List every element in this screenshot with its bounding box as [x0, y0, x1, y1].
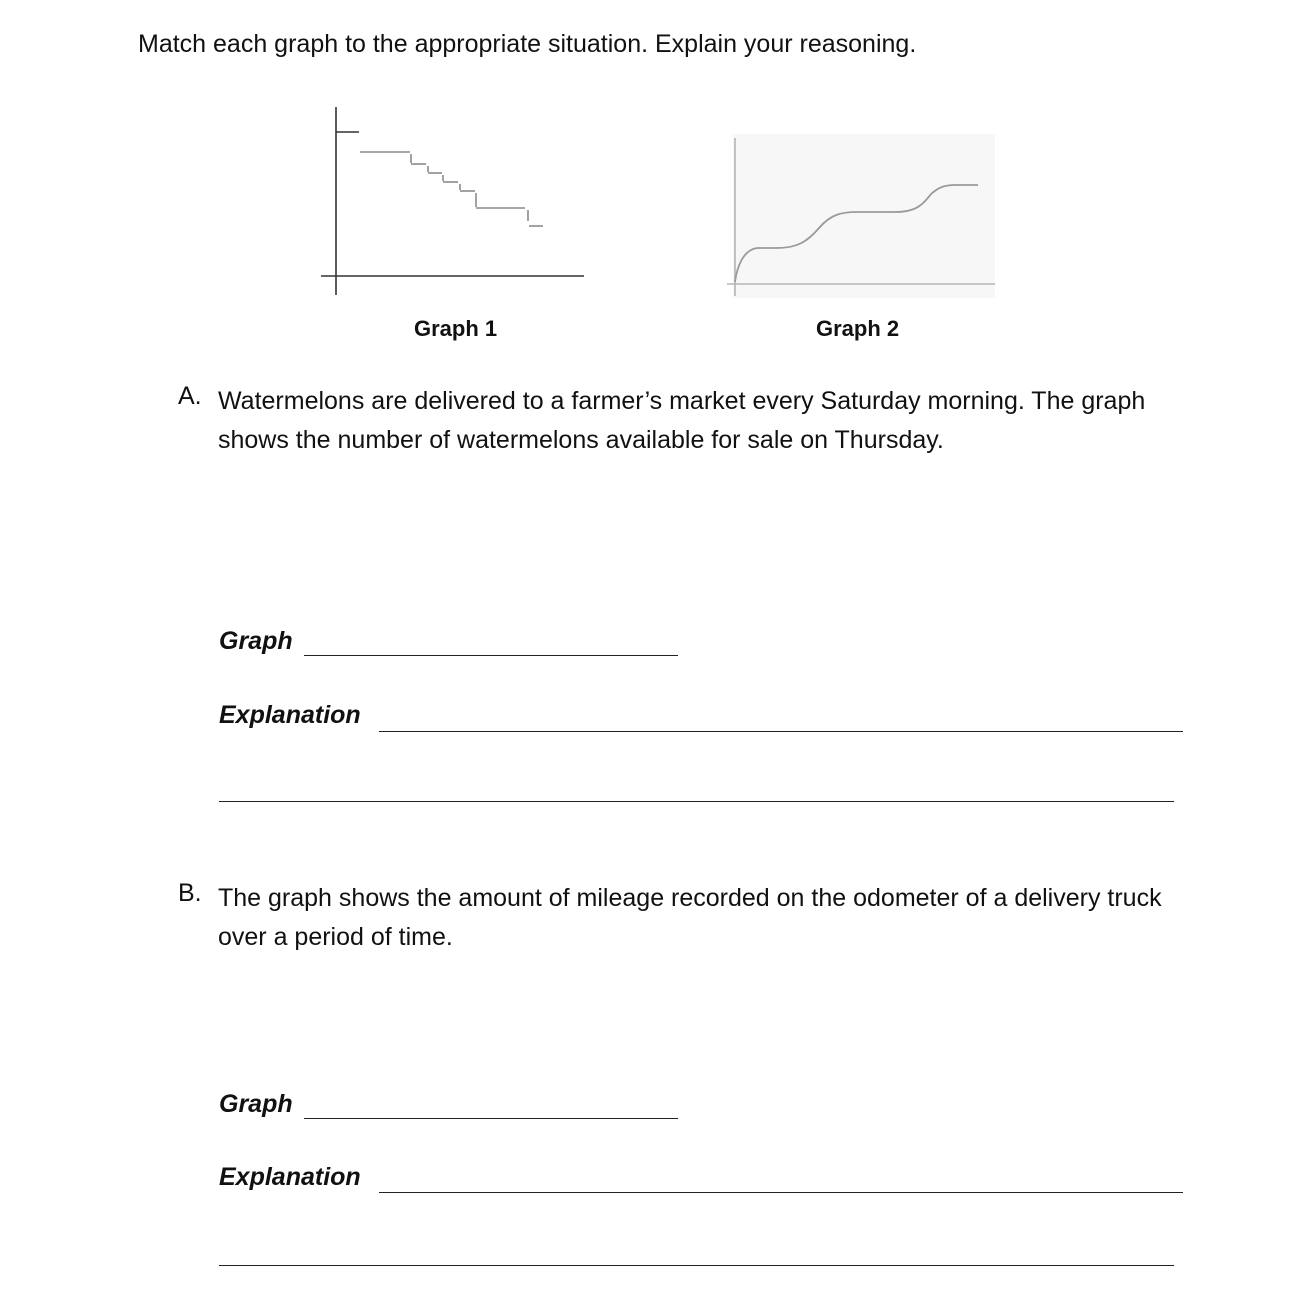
question-a-explanation-line-2[interactable]	[219, 801, 1174, 802]
instructions: Match each graph to the appropriate situation. Explain your reasoning.	[138, 30, 917, 58]
graph-1	[318, 105, 588, 300]
question-a-text: Watermelons are delivered to a farmer’s market every Saturday morning. The graph shows the number of watermelons available for sale on Thursday.	[218, 387, 1146, 454]
question-b-graph-label: Graph	[219, 1090, 293, 1118]
question-b-graph-answer-line[interactable]	[304, 1118, 678, 1119]
question-b-text: The graph shows the amount of mileage recorded on the odometer of a delivery truck over a period of time.	[218, 884, 1162, 951]
question-b-letter: B.	[178, 879, 202, 907]
graph-1-steps	[360, 152, 543, 226]
question-b-explanation-line-1[interactable]	[379, 1192, 1183, 1193]
question-b-explanation-line-2[interactable]	[219, 1265, 1174, 1266]
graph-2	[727, 132, 997, 300]
question-a-graph-label: Graph	[219, 627, 293, 655]
graph-2-background	[733, 134, 995, 298]
question-a-explanation-line-1[interactable]	[379, 731, 1183, 732]
question-a-graph-answer-line[interactable]	[304, 655, 678, 656]
question-b-explanation-label: Explanation	[219, 1163, 361, 1191]
question-a-letter: A.	[178, 382, 202, 410]
graph-2-caption: Graph 2	[816, 316, 900, 341]
question-a-explanation-label: Explanation	[219, 701, 361, 729]
graph-1-caption: Graph 1	[414, 316, 498, 341]
